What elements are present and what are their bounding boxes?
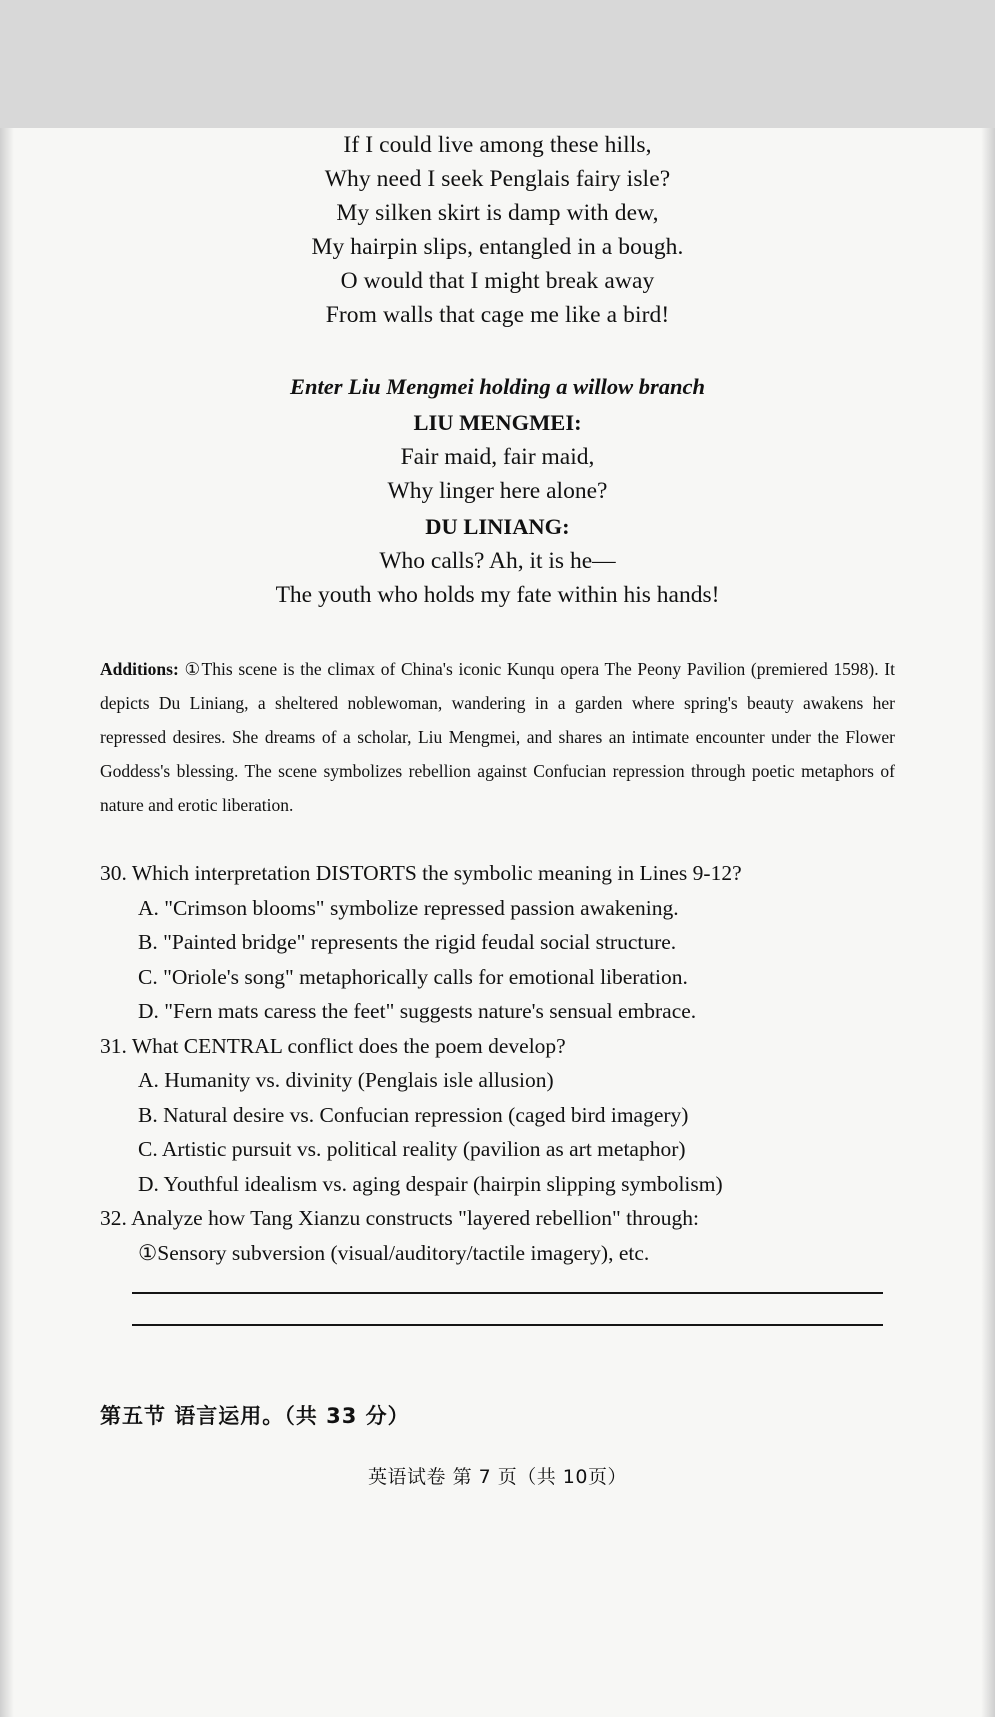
answer-rule[interactable] [132, 1324, 883, 1326]
exam-page [0, 128, 995, 1717]
question-option: ①Sensory subversion (visual/auditory/tactile imagery), etc. [138, 1240, 650, 1265]
page-footer: 英语试卷 第 7 页（共 10页） [368, 1466, 627, 1488]
section-heading: 第五节 语言运用。（共 33 分） [100, 1404, 410, 1428]
dialogue-line: Who calls? Ah, it is he— [379, 548, 616, 574]
question-option[interactable]: A. Humanity vs. divinity (Penglais isle allusion) [138, 1068, 554, 1092]
page-content [0, 128, 995, 1489]
question-stem: 32. Analyze how Tang Xianzu constructs "layered rebellion" through: [100, 1206, 699, 1230]
question-option[interactable]: C. Artistic pursuit vs. political reality (pavilion as art metaphor) [138, 1137, 686, 1161]
stage-direction: Enter Liu Mengmei holding a willow branch [289, 374, 706, 399]
verse-line: If I could live among these hills, [343, 132, 652, 158]
verse-line: Why need I seek Penglais fairy isle? [324, 166, 671, 192]
dialogue-line: The youth who holds my fate within his hands! [275, 582, 720, 608]
question-option[interactable]: B. Natural desire vs. Confucian repression (caged bird imagery) [138, 1102, 689, 1127]
additions-note [100, 652, 895, 822]
answer-area[interactable] [100, 1292, 895, 1326]
dialogue-line: Why linger here alone? [387, 478, 608, 504]
question-option[interactable]: A. "Crimson blooms" symbolize repressed passion awakening. [138, 895, 679, 920]
additions-label: Additions: [100, 659, 179, 679]
verse-line: My hairpin slips, entangled in a bough. [311, 234, 684, 260]
verse-line: O would that I might break away [340, 268, 655, 294]
question-stem: 30. Which interpretation DISTORTS the symbolic meaning in Lines 9-12? [100, 861, 742, 885]
speaker-name: LIU MENGMEI: [413, 410, 582, 435]
question-option[interactable]: D. "Fern mats caress the feet" suggests nature's sensual embrace. [138, 999, 697, 1023]
additions-text: ①This scene is the climax of China's iconic Kunqu opera The Peony Pavilion (premiered 1598). It depicts Du Liniang, a sheltered noblewoman, wandering in a garden where spring's beauty awakens her repressed desires. She dreams of a scholar, Liu Mengmei, and shares an intimate encounter under the Flower Goddess's blessing. The scene symbolizes rebellion against Confucian repression through poetic metaphors of nature and erotic liberation. [100, 659, 895, 815]
question-option[interactable]: D. Youthful idealism vs. aging despair (hairpin slipping symbolism) [138, 1171, 723, 1196]
answer-rule[interactable] [132, 1292, 883, 1294]
dialogue-line: Fair maid, fair maid, [400, 444, 595, 470]
question-option[interactable]: C. "Oriole's song" metaphorically calls for emotional liberation. [138, 964, 688, 989]
verse-line: My silken skirt is damp with dew, [336, 200, 659, 226]
question-stem: 31. What CENTRAL conflict does the poem develop? [100, 1033, 566, 1058]
speaker-name: DU LINIANG: [425, 514, 570, 539]
verse-line: From walls that cage me like a bird! [325, 302, 670, 328]
question-option[interactable]: B. "Painted bridge" represents the rigid feudal social structure. [138, 930, 677, 954]
poem-verse-block [100, 128, 895, 332]
question-list [100, 856, 895, 1270]
